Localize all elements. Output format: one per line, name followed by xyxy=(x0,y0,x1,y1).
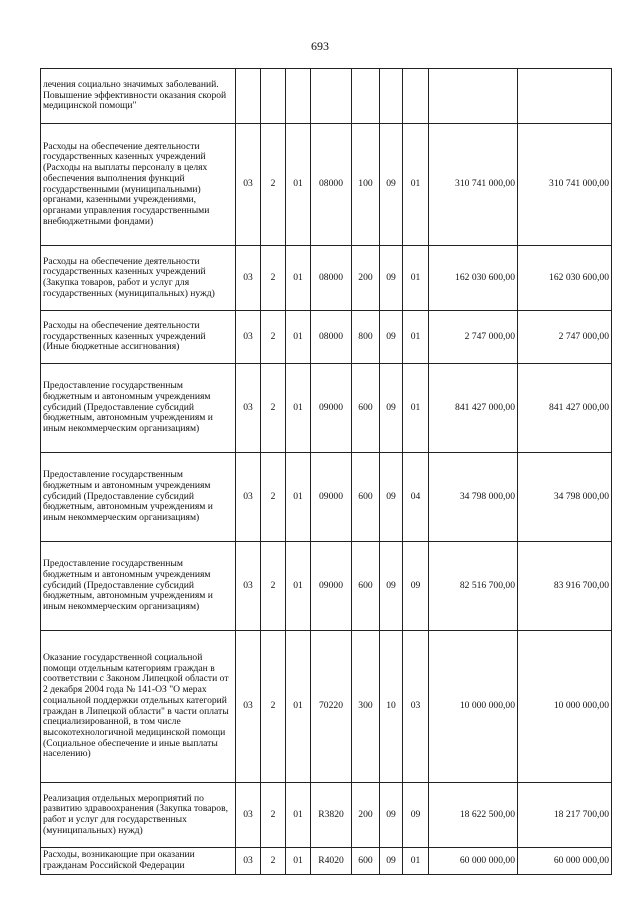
amount-year-1: 82 516 700,00 xyxy=(429,542,518,631)
code-cell-7: 03 xyxy=(403,631,429,783)
table-row xyxy=(41,848,612,875)
table-row xyxy=(41,631,612,783)
code-cell-2: 2 xyxy=(261,631,286,783)
code-cell-4: 08000 xyxy=(311,246,352,311)
amount-year-2: 83 916 700,00 xyxy=(518,542,612,631)
code-cell-3: 01 xyxy=(286,542,311,631)
code-cell-2: 2 xyxy=(261,783,286,848)
row-description: Оказание государственной социальной помощи отдельным категориям граждан в соответствии с Законом Липецкой области от 2 декабря 2004 года № 141-ОЗ "О мерах социальной поддержки отдельных категорий граждан в Липецкой области" в части оплаты специализированной, в том числе высокотехнологичной медицинской помощи (Социальное обеспечение и иные выплаты населению) xyxy=(41,631,236,783)
table-row xyxy=(41,246,612,311)
amount-year-2 xyxy=(518,69,612,124)
code-cell-5: 200 xyxy=(352,246,380,311)
code-cell-5: 800 xyxy=(352,311,380,364)
amount-year-1: 162 030 600,00 xyxy=(429,246,518,311)
code-cell-2: 2 xyxy=(261,848,286,875)
table-row xyxy=(41,542,612,631)
row-description: Предоставление государственным бюджетным и автономным учреждениям субсидий (Предоставление субсидий бюджетным, автономным учреждениям и иным некоммерческим организациям) xyxy=(41,453,236,542)
code-cell-6: 09 xyxy=(380,783,403,848)
page-number: 693 xyxy=(311,39,329,53)
code-cell-3: 01 xyxy=(286,246,311,311)
code-cell-6: 09 xyxy=(380,848,403,875)
code-cell-4: 08000 xyxy=(311,124,352,246)
code-cell-3: 01 xyxy=(286,848,311,875)
amount-year-1: 18 622 500,00 xyxy=(429,783,518,848)
budget-table xyxy=(40,68,612,875)
code-cell-4: R4020 xyxy=(311,848,352,875)
code-cell-1: 03 xyxy=(236,311,261,364)
code-cell-7: 09 xyxy=(403,783,429,848)
amount-year-2: 18 217 700,00 xyxy=(518,783,612,848)
amount-year-1: 841 427 000,00 xyxy=(429,364,518,453)
code-cell-1: 03 xyxy=(236,246,261,311)
amount-year-2: 34 798 000,00 xyxy=(518,453,612,542)
amount-year-1: 2 747 000,00 xyxy=(429,311,518,364)
row-description: Расходы на обеспечение деятельности государственных казенных учреждений (Закупка товаров, работ и услуг для государственных (муниципальных) нужд) xyxy=(41,246,236,311)
row-description: лечения социально значимых заболеваний. Повышение эффективности оказания скорой медицинской помощи" xyxy=(41,69,236,124)
code-cell-7: 09 xyxy=(403,542,429,631)
row-description: Расходы на обеспечение деятельности государственных казенных учреждений (Расходы на выплаты персоналу в целях обеспечения выполнения функций государственными (муниципальными) органами, казенными учреждениями, органами управления государственными внебюджетными фондами) xyxy=(41,124,236,246)
code-cell-7: 01 xyxy=(403,124,429,246)
code-cell-2: 2 xyxy=(261,124,286,246)
code-cell-3 xyxy=(286,69,311,124)
code-cell-6: 09 xyxy=(380,453,403,542)
row-description: Реализация отдельных мероприятий по развитию здравоохранения (Закупка товаров, работ и услуг для государственных (муниципальных) нужд) xyxy=(41,783,236,848)
code-cell-4: R3820 xyxy=(311,783,352,848)
code-cell-6: 09 xyxy=(380,364,403,453)
amount-year-1: 310 741 000,00 xyxy=(429,124,518,246)
code-cell-4: 09000 xyxy=(311,364,352,453)
table-row xyxy=(41,364,612,453)
code-cell-6: 09 xyxy=(380,311,403,364)
amount-year-2: 10 000 000,00 xyxy=(518,631,612,783)
code-cell-6: 09 xyxy=(380,246,403,311)
code-cell-7: 04 xyxy=(403,453,429,542)
code-cell-1: 03 xyxy=(236,364,261,453)
code-cell-6: 09 xyxy=(380,542,403,631)
table-row xyxy=(41,453,612,542)
code-cell-7: 01 xyxy=(403,364,429,453)
amount-year-2: 841 427 000,00 xyxy=(518,364,612,453)
code-cell-4: 08000 xyxy=(311,311,352,364)
code-cell-3: 01 xyxy=(286,124,311,246)
code-cell-1: 03 xyxy=(236,848,261,875)
table-row xyxy=(41,69,612,124)
code-cell-5: 200 xyxy=(352,783,380,848)
table-row xyxy=(41,311,612,364)
code-cell-5: 600 xyxy=(352,848,380,875)
row-description: Расходы на обеспечение деятельности государственных казенных учреждений (Иные бюджетные ассигнования) xyxy=(41,311,236,364)
code-cell-3: 01 xyxy=(286,453,311,542)
code-cell-1: 03 xyxy=(236,631,261,783)
table-row xyxy=(41,783,612,848)
code-cell-2: 2 xyxy=(261,311,286,364)
code-cell-3: 01 xyxy=(286,631,311,783)
code-cell-7: 01 xyxy=(403,848,429,875)
table-row xyxy=(41,124,612,246)
amount-year-1: 10 000 000,00 xyxy=(429,631,518,783)
code-cell-2 xyxy=(261,69,286,124)
code-cell-7 xyxy=(403,69,429,124)
code-cell-5: 300 xyxy=(352,631,380,783)
code-cell-5: 600 xyxy=(352,364,380,453)
code-cell-5: 100 xyxy=(352,124,380,246)
code-cell-3: 01 xyxy=(286,783,311,848)
code-cell-6: 10 xyxy=(380,631,403,783)
amount-year-2: 2 747 000,00 xyxy=(518,311,612,364)
code-cell-1: 03 xyxy=(236,542,261,631)
code-cell-4 xyxy=(311,69,352,124)
row-description: Предоставление государственным бюджетным и автономным учреждениям субсидий (Предоставление субсидий бюджетным, автономным учреждениям и иным некоммерческим организациям) xyxy=(41,542,236,631)
row-description: Расходы, возникающие при оказании гражданам Российской Федерации xyxy=(41,848,236,875)
code-cell-2: 2 xyxy=(261,246,286,311)
amount-year-2: 162 030 600,00 xyxy=(518,246,612,311)
code-cell-6 xyxy=(380,69,403,124)
code-cell-1: 03 xyxy=(236,124,261,246)
amount-year-1: 34 798 000,00 xyxy=(429,453,518,542)
code-cell-4: 70220 xyxy=(311,631,352,783)
row-description: Предоставление государственным бюджетным и автономным учреждениям субсидий (Предоставление субсидий бюджетным, автономным учреждениям и иным некоммерческим организациям) xyxy=(41,364,236,453)
code-cell-6: 09 xyxy=(380,124,403,246)
amount-year-1 xyxy=(429,69,518,124)
code-cell-4: 09000 xyxy=(311,453,352,542)
code-cell-2: 2 xyxy=(261,453,286,542)
code-cell-1: 03 xyxy=(236,783,261,848)
amount-year-2: 310 741 000,00 xyxy=(518,124,612,246)
amount-year-1: 60 000 000,00 xyxy=(429,848,518,875)
code-cell-5: 600 xyxy=(352,453,380,542)
code-cell-7: 01 xyxy=(403,246,429,311)
amount-year-2: 60 000 000,00 xyxy=(518,848,612,875)
code-cell-1: 03 xyxy=(236,453,261,542)
code-cell-4: 09000 xyxy=(311,542,352,631)
code-cell-5: 600 xyxy=(352,542,380,631)
code-cell-5 xyxy=(352,69,380,124)
code-cell-2: 2 xyxy=(261,542,286,631)
code-cell-3: 01 xyxy=(286,311,311,364)
code-cell-7: 01 xyxy=(403,311,429,364)
code-cell-3: 01 xyxy=(286,364,311,453)
code-cell-2: 2 xyxy=(261,364,286,453)
code-cell-1 xyxy=(236,69,261,124)
